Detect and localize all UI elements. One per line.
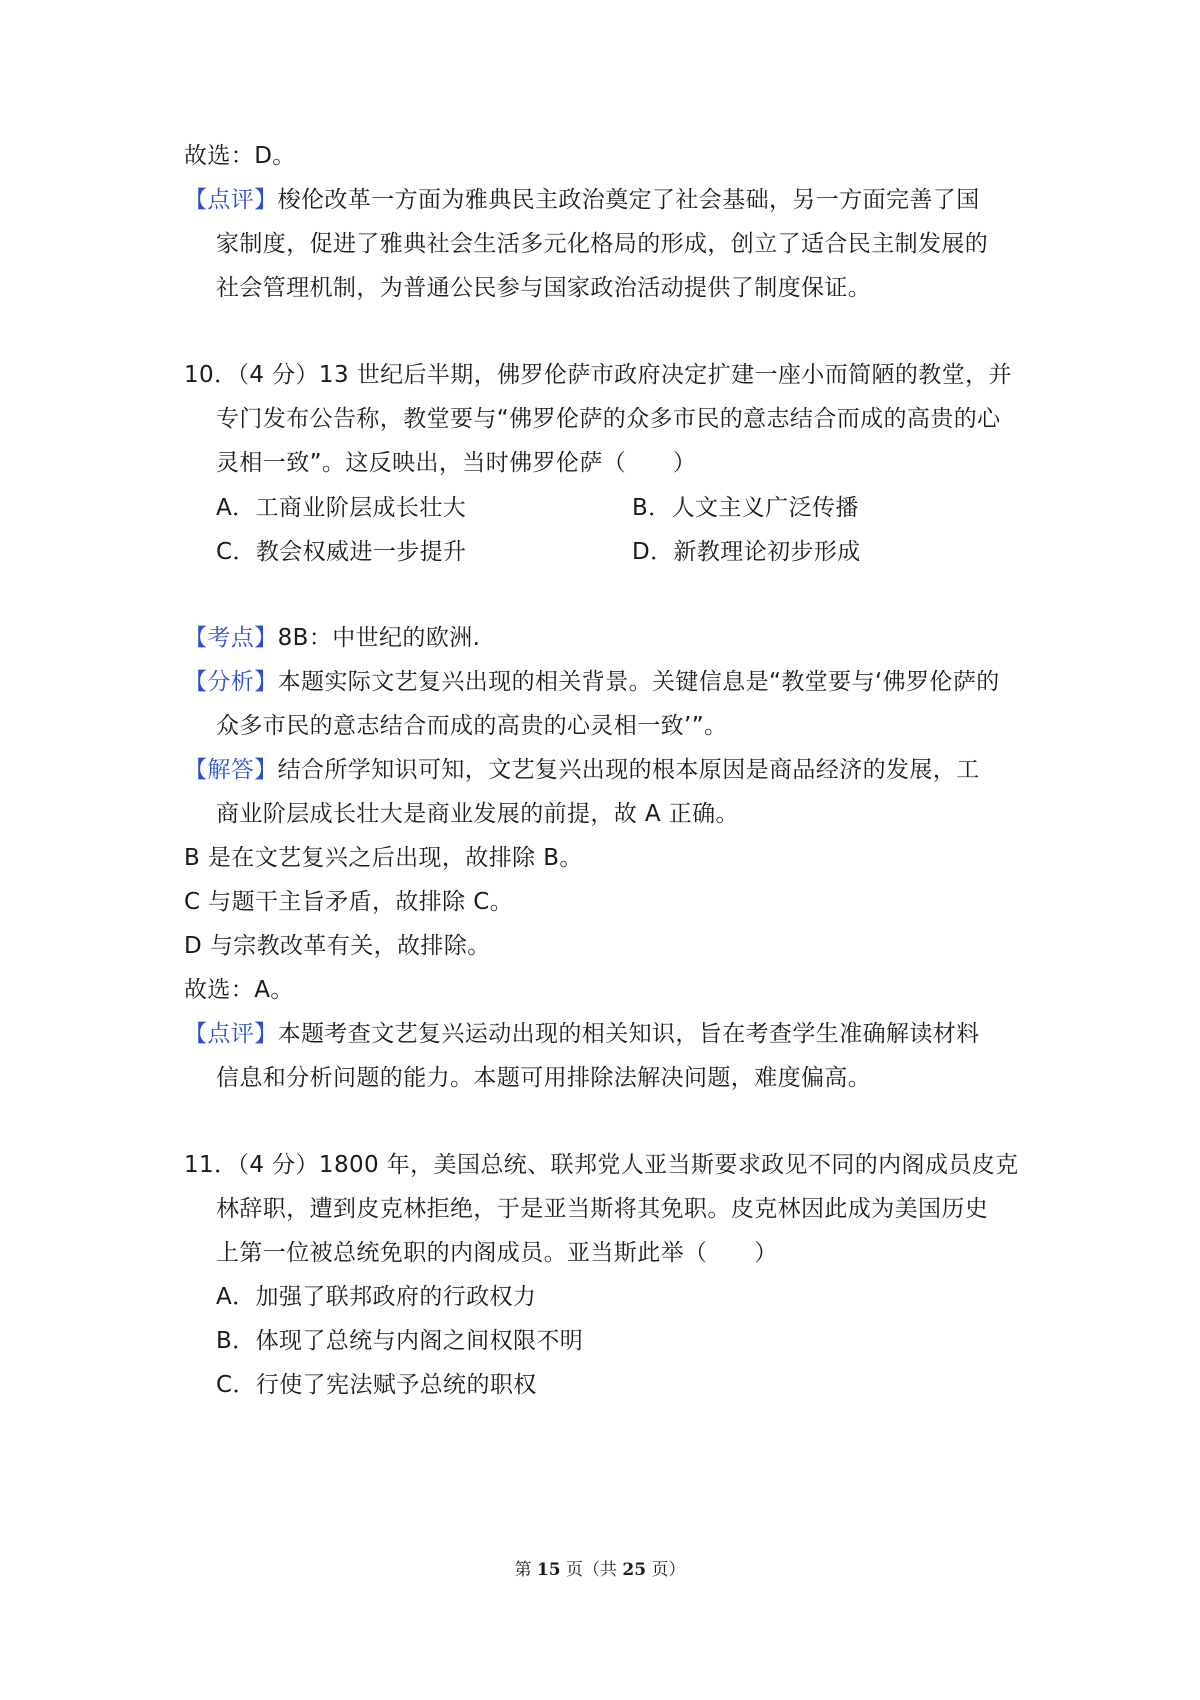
page-number: 15 xyxy=(536,1560,561,1580)
q10-jieda-tag: 【解答】 xyxy=(184,757,278,783)
q10-answer: 故选：A。 xyxy=(184,977,294,1003)
q10-option-d: D．新教理论初步形成 xyxy=(632,539,861,565)
q10-elim-c: C 与题干主旨矛盾，故排除 C。 xyxy=(184,889,514,915)
q10-kaodian: 【考点】8B：中世纪的欧洲. xyxy=(184,625,481,651)
q10-fenxi-line-1: 【分析】本题实际文艺复兴出现的相关背景。关键信息是“教堂要与‘佛罗伦萨的 xyxy=(184,669,1000,695)
q10-review-line-2: 信息和分析问题的能力。本题可用排除法解决问题，难度偏高。 xyxy=(216,1065,872,1091)
q10-review-line-1: 【点评】本题考查文艺复兴运动出现的相关知识，旨在考查学生准确解读材料 xyxy=(184,1021,980,1047)
q10-stem-line-3: 灵相一致”。这反映出，当时佛罗伦萨（ ） xyxy=(216,450,697,476)
q10-option-c: C．教会权威进一步提升 xyxy=(216,539,467,565)
prev-answer: 故选：D。 xyxy=(184,143,296,169)
q10-jieda-line-1: 【解答】结合所学知识可知，文艺复兴出现的根本原因是商品经济的发展，工 xyxy=(184,757,980,783)
q10-elim-d: D 与宗教改革有关，故排除。 xyxy=(184,933,491,959)
q10-option-b: B．人文主义广泛传播 xyxy=(632,495,859,521)
q10-fenxi-line-2: 众多市民的意志结合而成的高贵的心灵相一致’”。 xyxy=(216,713,728,739)
q10-review-tag: 【点评】 xyxy=(184,1021,278,1047)
q11-option-b: B．体现了总统与内阁之间权限不明 xyxy=(216,1328,584,1354)
q10-stem-line-1: 10．（4 分）13 世纪后半期，佛罗伦萨市政府决定扩建一座小而简陋的教堂，并 xyxy=(184,362,1012,388)
q11-stem-line-1: 11．（4 分）1800 年，美国总统、联邦党人亚当斯要求政见不同的内阁成员皮克 xyxy=(184,1152,1019,1178)
q10-stem-line-2: 专门发布公告称，教堂要与“佛罗伦萨的众多市民的意志结合而成的高贵的心 xyxy=(216,406,1001,432)
q10-kaodian-tag: 【考点】 xyxy=(184,625,278,651)
page-footer: 第 15 页（共 25 页） xyxy=(514,1560,686,1580)
page-total: 25 xyxy=(622,1560,647,1580)
prev-review-line-1: 【点评】梭伦改革一方面为雅典民主政治奠定了社会基础，另一方面完善了国 xyxy=(184,187,980,213)
prev-review-line-3: 社会管理机制，为普通公民参与国家政治活动提供了制度保证。 xyxy=(216,275,872,301)
q11-stem-line-3: 上第一位被总统免职的内阁成员。亚当斯此举（ ） xyxy=(216,1240,778,1266)
q10-fenxi-tag: 【分析】 xyxy=(184,669,278,695)
prev-review-line-2: 家制度，促进了雅典社会生活多元化格局的形成，创立了适合民主制发展的 xyxy=(216,231,989,257)
q11-option-a: A．加强了联邦政府的行政权力 xyxy=(216,1284,537,1310)
q10-jieda-line-2: 商业阶层成长壮大是商业发展的前提，故 A 正确。 xyxy=(216,801,739,827)
prev-review-tag: 【点评】 xyxy=(184,187,278,213)
q10-elim-b: B 是在文艺复兴之后出现，故排除 B。 xyxy=(184,845,583,871)
q11-stem-line-2: 林辞职，遭到皮克林拒绝，于是亚当斯将其免职。皮克林因此成为美国历史 xyxy=(216,1196,989,1222)
q11-option-c: C．行使了宪法赋予总统的职权 xyxy=(216,1372,537,1398)
q10-option-a: A．工商业阶层成长壮大 xyxy=(216,495,467,521)
